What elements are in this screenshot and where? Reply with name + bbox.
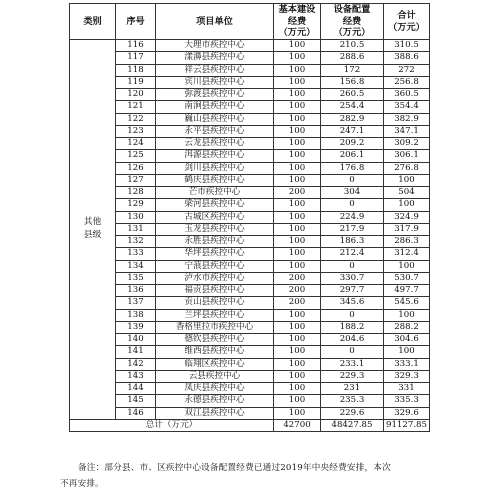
- unit-cell: 双江县疾控中心: [156, 407, 274, 419]
- seq-cell: 137: [116, 297, 156, 309]
- infra-cell: 100: [274, 223, 321, 235]
- infra-cell: 100: [274, 370, 321, 382]
- total-cell: 504: [384, 187, 430, 199]
- unit-cell: 玉龙县疾控中心: [156, 223, 274, 235]
- footnote: [60, 460, 440, 492]
- unit-cell: 南涧县疾控中心: [156, 101, 274, 113]
- total-cell: 256.8: [384, 76, 430, 88]
- seq-cell: 134: [116, 260, 156, 272]
- total-cell: 100: [384, 174, 430, 186]
- seq-cell: 135: [116, 272, 156, 284]
- total-cell: 388.6: [384, 52, 430, 64]
- unit-cell: 永平县疾控中心: [156, 125, 274, 137]
- infra-cell: 100: [274, 138, 321, 150]
- total-cell: 100: [384, 346, 430, 358]
- infra-cell: 100: [274, 334, 321, 346]
- unit-cell: 梁河县疾控中心: [156, 199, 274, 211]
- table-row: [70, 248, 430, 260]
- table-row: [70, 285, 430, 297]
- infra-cell: 100: [274, 248, 321, 260]
- seq-cell: 123: [116, 125, 156, 137]
- infra-cell: 100: [274, 236, 321, 248]
- infra-cell: 100: [274, 211, 321, 223]
- infra-cell: 200: [274, 285, 321, 297]
- infra-cell: 100: [274, 76, 321, 88]
- total-label: 总计（万元）: [70, 419, 274, 431]
- seq-cell: 119: [116, 76, 156, 88]
- seq-cell: 126: [116, 162, 156, 174]
- seq-cell: 130: [116, 211, 156, 223]
- equip-cell: 217.9: [321, 223, 384, 235]
- unit-cell: 巍山县疾控中心: [156, 113, 274, 125]
- total-row: [70, 419, 430, 431]
- seq-cell: 120: [116, 89, 156, 101]
- header-seq: 序号: [116, 4, 156, 40]
- total-sum: 91127.85: [384, 419, 430, 431]
- table-row: [70, 407, 430, 419]
- seq-cell: 141: [116, 346, 156, 358]
- seq-cell: 143: [116, 370, 156, 382]
- total-infra: 42700: [274, 419, 321, 431]
- header-infra-funds: 基本建设 经费 （万元）: [274, 4, 321, 40]
- infra-cell: 200: [274, 187, 321, 199]
- seq-cell: 128: [116, 187, 156, 199]
- total-cell: 497.7: [384, 285, 430, 297]
- unit-cell: 维西县疾控中心: [156, 346, 274, 358]
- infra-cell: 100: [274, 383, 321, 395]
- equip-cell: 188.2: [321, 321, 384, 333]
- table-row: [70, 150, 430, 162]
- equip-cell: 156.8: [321, 76, 384, 88]
- header-equip-funds: 设备配置 经费 （万元）: [321, 4, 384, 40]
- equip-cell: 0: [321, 174, 384, 186]
- table-row: [70, 174, 430, 186]
- table-row: [70, 383, 430, 395]
- equip-cell: 233.1: [321, 358, 384, 370]
- equip-cell: 204.6: [321, 334, 384, 346]
- unit-cell: 祥云县疾控中心: [156, 64, 274, 76]
- unit-cell: 大理市疾控中心: [156, 40, 274, 52]
- table-row: [70, 358, 430, 370]
- infra-cell: 100: [274, 407, 321, 419]
- total-cell: 347.1: [384, 125, 430, 137]
- unit-cell: 香格里拉市疾控中心: [156, 321, 274, 333]
- equip-cell: 224.9: [321, 211, 384, 223]
- equip-cell: 0: [321, 346, 384, 358]
- seq-cell: 118: [116, 64, 156, 76]
- unit-cell: 兰坪县疾控中心: [156, 309, 274, 321]
- total-cell: 286.3: [384, 236, 430, 248]
- equip-cell: 330.7: [321, 272, 384, 284]
- infra-cell: 100: [274, 52, 321, 64]
- header-row: [70, 4, 430, 40]
- table-row: [70, 370, 430, 382]
- total-cell: 530.7: [384, 272, 430, 284]
- infra-cell: 100: [274, 358, 321, 370]
- equip-cell: 297.7: [321, 285, 384, 297]
- infra-cell: 100: [274, 113, 321, 125]
- table-row: [70, 236, 430, 248]
- table-row: [70, 272, 430, 284]
- unit-cell: 宾川县疾控中心: [156, 76, 274, 88]
- equip-cell: 0: [321, 260, 384, 272]
- seq-cell: 145: [116, 395, 156, 407]
- total-cell: 312.4: [384, 248, 430, 260]
- total-cell: 272: [384, 64, 430, 76]
- unit-cell: 华坪县疾控中心: [156, 248, 274, 260]
- seq-cell: 129: [116, 199, 156, 211]
- unit-cell: 鹤庆县疾控中心: [156, 174, 274, 186]
- footnote-line-2: 不再安排。: [60, 479, 104, 489]
- infra-cell: 100: [274, 321, 321, 333]
- infra-cell: 100: [274, 309, 321, 321]
- total-cell: 545.6: [384, 297, 430, 309]
- table-row: [70, 187, 430, 199]
- total-cell: 276.8: [384, 162, 430, 174]
- equip-cell: 186.3: [321, 236, 384, 248]
- total-cell: 333.1: [384, 358, 430, 370]
- header-total: 合计 （万元）: [384, 4, 430, 40]
- infra-cell: 100: [274, 89, 321, 101]
- infra-cell: 200: [274, 272, 321, 284]
- table-row: [70, 199, 430, 211]
- total-cell: 309.2: [384, 138, 430, 150]
- infra-cell: 100: [274, 395, 321, 407]
- equip-cell: 206.1: [321, 150, 384, 162]
- table-row: [70, 334, 430, 346]
- seq-cell: 131: [116, 223, 156, 235]
- seq-cell: 132: [116, 236, 156, 248]
- total-cell: 100: [384, 199, 430, 211]
- unit-cell: 云龙县疾控中心: [156, 138, 274, 150]
- table-row: [70, 52, 430, 64]
- equip-cell: 210.5: [321, 40, 384, 52]
- unit-cell: 福贡县疾控中心: [156, 285, 274, 297]
- total-cell: 329.3: [384, 370, 430, 382]
- equip-cell: 209.2: [321, 138, 384, 150]
- seq-cell: 133: [116, 248, 156, 260]
- equip-cell: 212.4: [321, 248, 384, 260]
- table-row: [70, 297, 430, 309]
- seq-cell: 140: [116, 334, 156, 346]
- unit-cell: 宁蒗县疾控中心: [156, 260, 274, 272]
- total-cell: 100: [384, 309, 430, 321]
- total-cell: 331: [384, 383, 430, 395]
- total-cell: 310.5: [384, 40, 430, 52]
- seq-cell: 138: [116, 309, 156, 321]
- equip-cell: 260.5: [321, 89, 384, 101]
- equip-cell: 254.4: [321, 101, 384, 113]
- table-row: [70, 113, 430, 125]
- table-row: [70, 395, 430, 407]
- table-row: [70, 76, 430, 88]
- total-cell: 304.6: [384, 334, 430, 346]
- equip-cell: 172: [321, 64, 384, 76]
- seq-cell: 124: [116, 138, 156, 150]
- unit-cell: 云县疾控中心: [156, 370, 274, 382]
- seq-cell: 121: [116, 101, 156, 113]
- equip-cell: 247.1: [321, 125, 384, 137]
- infra-cell: 100: [274, 150, 321, 162]
- equip-cell: 229.6: [321, 407, 384, 419]
- header-category: 类别: [70, 4, 116, 40]
- seq-cell: 139: [116, 321, 156, 333]
- unit-cell: 漾濞县疾控中心: [156, 52, 274, 64]
- infra-cell: 200: [274, 297, 321, 309]
- table-row: [70, 64, 430, 76]
- table-row: [70, 125, 430, 137]
- equip-cell: 345.6: [321, 297, 384, 309]
- table-row: [70, 309, 430, 321]
- table-row: [70, 223, 430, 235]
- unit-cell: 永胜县疾控中心: [156, 236, 274, 248]
- unit-cell: 洱源县疾控中心: [156, 150, 274, 162]
- total-cell: 354.4: [384, 101, 430, 113]
- total-cell: 329.6: [384, 407, 430, 419]
- unit-cell: 泸水市疾控中心: [156, 272, 274, 284]
- equip-cell: 0: [321, 309, 384, 321]
- seq-cell: 146: [116, 407, 156, 419]
- equip-cell: 282.9: [321, 113, 384, 125]
- seq-cell: 142: [116, 358, 156, 370]
- funding-table: [69, 3, 430, 432]
- equip-cell: 304: [321, 187, 384, 199]
- seq-cell: 117: [116, 52, 156, 64]
- total-cell: 317.9: [384, 223, 430, 235]
- seq-cell: 136: [116, 285, 156, 297]
- infra-cell: 100: [274, 162, 321, 174]
- equip-cell: 176.8: [321, 162, 384, 174]
- unit-cell: 德钦县疾控中心: [156, 334, 274, 346]
- table-row: [70, 89, 430, 101]
- seq-cell: 116: [116, 40, 156, 52]
- category-cell: 其他 县级: [70, 40, 116, 420]
- unit-cell: 弥渡县疾控中心: [156, 89, 274, 101]
- equip-cell: 288.6: [321, 52, 384, 64]
- infra-cell: 100: [274, 40, 321, 52]
- total-cell: 100: [384, 260, 430, 272]
- infra-cell: 100: [274, 260, 321, 272]
- seq-cell: 122: [116, 113, 156, 125]
- equip-cell: 229.3: [321, 370, 384, 382]
- table-row: [70, 346, 430, 358]
- footnote-line-1: 备注：部分县、市、区疾控中心设备配置经费已通过2019年中央经费安排，本次: [78, 463, 391, 473]
- table-row: [70, 40, 430, 52]
- table-row: [70, 138, 430, 150]
- equip-cell: 231: [321, 383, 384, 395]
- table-row: [70, 162, 430, 174]
- infra-cell: 100: [274, 199, 321, 211]
- total-cell: 335.3: [384, 395, 430, 407]
- unit-cell: 古城区疾控中心: [156, 211, 274, 223]
- seq-cell: 125: [116, 150, 156, 162]
- total-cell: 360.5: [384, 89, 430, 101]
- equip-cell: 0: [321, 199, 384, 211]
- unit-cell: 剑川县疾控中心: [156, 162, 274, 174]
- infra-cell: 100: [274, 64, 321, 76]
- total-cell: 324.9: [384, 211, 430, 223]
- total-cell: 288.2: [384, 321, 430, 333]
- unit-cell: 永德县疾控中心: [156, 395, 274, 407]
- seq-cell: 127: [116, 174, 156, 186]
- total-cell: 306.1: [384, 150, 430, 162]
- infra-cell: 100: [274, 346, 321, 358]
- unit-cell: 芒市疾控中心: [156, 187, 274, 199]
- total-cell: 382.9: [384, 113, 430, 125]
- infra-cell: 100: [274, 125, 321, 137]
- table-row: [70, 101, 430, 113]
- unit-cell: 贡山县疾控中心: [156, 297, 274, 309]
- unit-cell: 凤庆县疾控中心: [156, 383, 274, 395]
- table-row: [70, 321, 430, 333]
- unit-cell: 临翔区疾控中心: [156, 358, 274, 370]
- table-row: [70, 260, 430, 272]
- equip-cell: 235.3: [321, 395, 384, 407]
- table-row: [70, 211, 430, 223]
- infra-cell: 100: [274, 174, 321, 186]
- seq-cell: 144: [116, 383, 156, 395]
- header-unit: 项目单位: [156, 4, 274, 40]
- infra-cell: 100: [274, 101, 321, 113]
- total-equip: 48427.85: [321, 419, 384, 431]
